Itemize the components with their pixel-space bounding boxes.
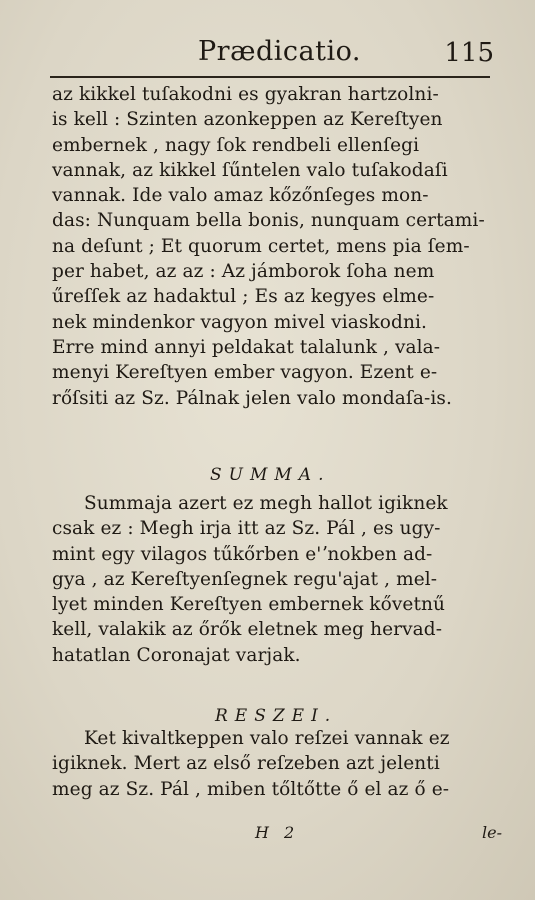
text-line: nek mindenkor vagyon mivel viaskodni. [52,311,427,333]
section-heading-summa: SUMMA. [210,465,331,485]
text-line: vannak, az kikkel ſűntelen valo tuſakodaſi [52,159,448,181]
text-line: csak ez : Megh irja itt az Sz. Pál , es ugy- [52,518,441,540]
text-line: embernek , nagy ſok rendbeli ellenſegi [52,134,420,156]
page-number: 115 [444,38,494,68]
text-line: Summaja azert ez megh hallot igiknek [84,493,448,514]
text-line: menyi Kereſtyen ember vagyon. Ezent e- [52,362,438,384]
text-line: na deſunt ; Et quorum certet, mens pia ſem- [52,235,470,257]
text-line: rőſsiti az Sz. Pálnak jelen valo mondaſa-is. [52,387,452,409]
header-rule [50,76,490,78]
text-line: az kikkel tuſakodni es gyakran hartzolni- [52,84,439,105]
text-line: Ket kivaltkeppen valo reſzei vannak ez [84,728,450,749]
text-line: gya , az Kereſtyenſegnek regu'ajat , mel- [52,568,438,590]
text-line: igiknek. Mert az első reſzeben azt jelenti [52,753,440,775]
text-line: Erre mind annyi peldakat talalunk , vala- [52,336,441,358]
signature-mark: H 2 [255,823,300,842]
text-line: hatatlan Coronajat varjak. [52,644,301,666]
paragraph-1 [52,82,512,411]
text-line: is kell : Szinten azonkeppen az Kereſtyen [52,109,443,131]
running-head: Prædicatio. [198,36,361,67]
text-line: das: Nunquam bella bonis, nunquam certami- [52,210,485,232]
section-heading-reszei: RESZEI. [215,706,338,726]
section-2-text [52,726,512,802]
text-line: lyet minden Kereſtyen embernek kővetnű [52,594,446,616]
text-line: vannak. Ide valo amaz kőzőnſeges mon- [52,185,429,207]
text-line: űreſſek az hadaktul ; Es az kegyes elme- [52,286,435,308]
text-line: per habet, az az : Az jámborok ſoha nem [52,261,435,283]
page-header [48,28,498,74]
text-line: kell, valakik az őrők eletnek meg hervad- [52,619,443,641]
text-line: meg az Sz. Pál , miben tőltőtte ő el az ő e- [52,778,450,800]
section-1-text [52,491,512,668]
text-line: mint egy vilagos tűkőrben e'ʼnokben ad- [52,543,433,565]
catchword: le- [482,823,502,842]
